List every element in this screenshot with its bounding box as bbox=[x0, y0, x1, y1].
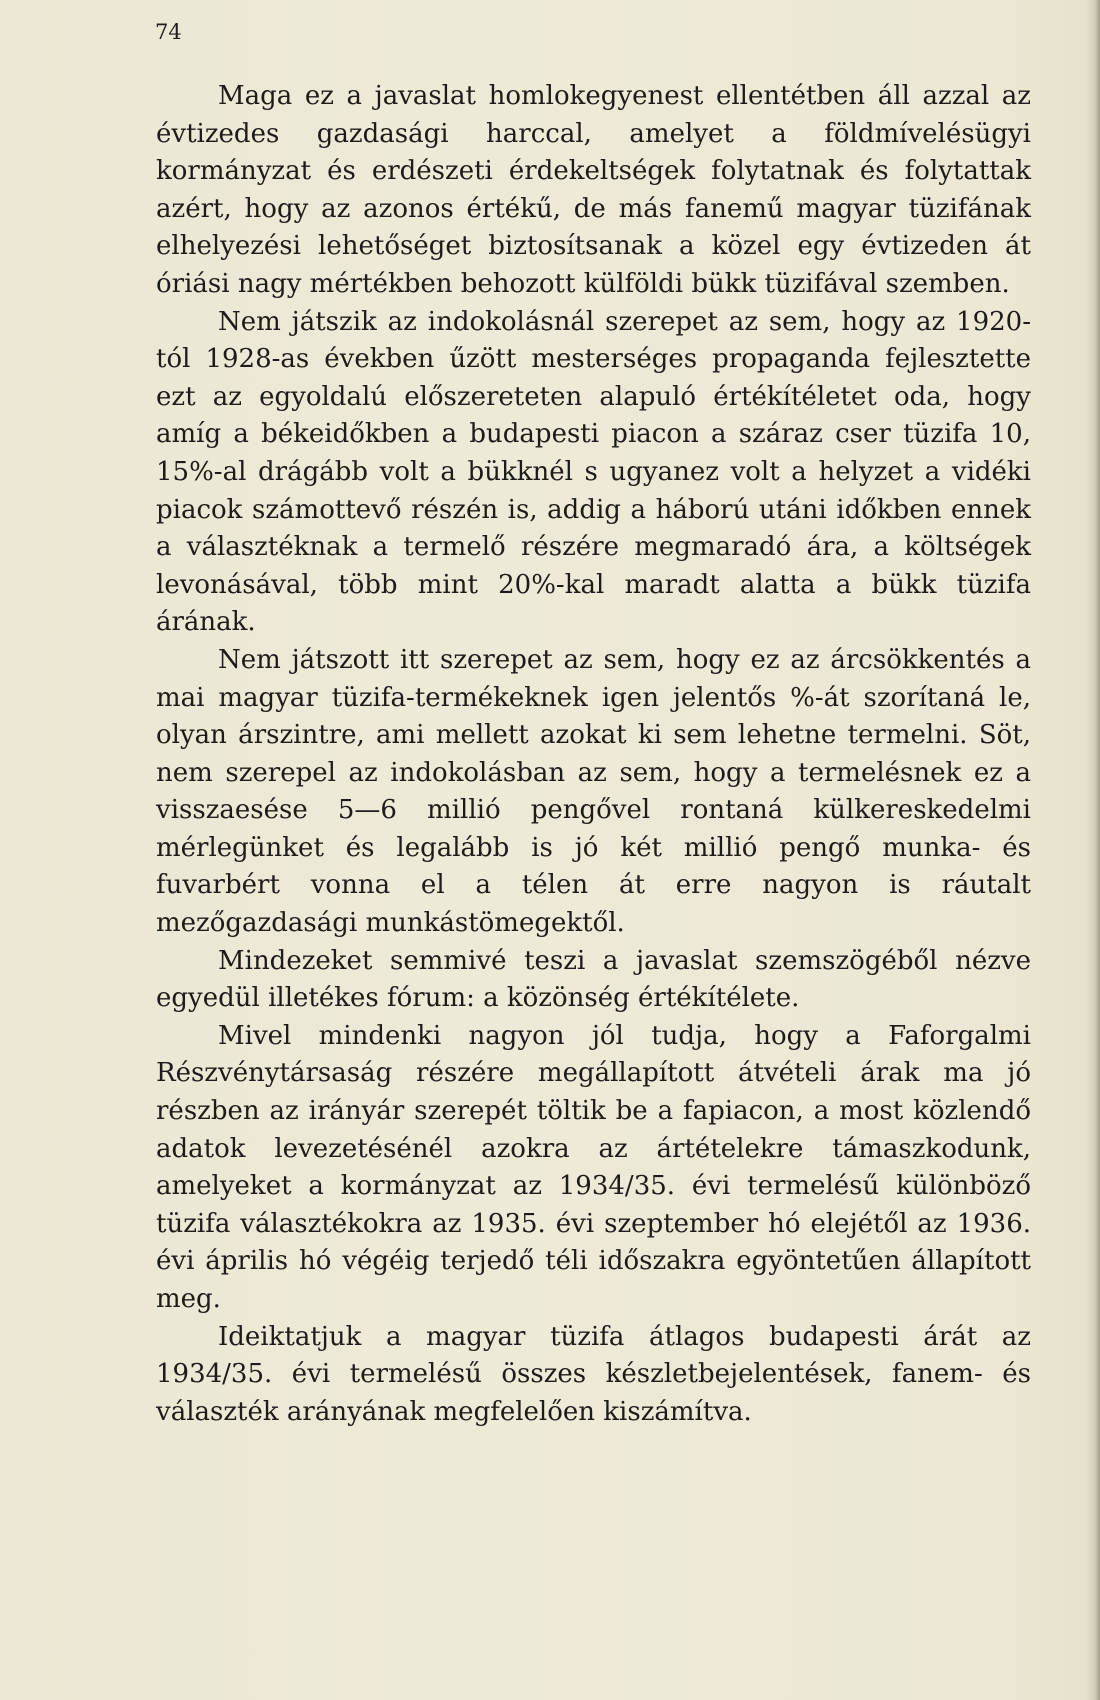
paragraph: Nem játszik az indokolásnál szerepet az sem, hogy az 1920-tól 1928-as években űzött mesterséges propaganda fejlesztette ezt az egyoldalú előszereteten alapuló értékítéletet oda, hogy amíg a békeidőkben a budapesti piacon a száraz cser tüzifa 10, 15%-al drágább volt a bükknél s ugyanez volt a helyzet a vidéki piacok számottevő részén is, addig a háború utáni időkben ennek a választéknak a termelő részére megmaradó ára, a költségek levonásával, több mint 20%-kal maradt alatta a bükk tüzifa árának. bbox=[156, 306, 1031, 638]
paragraph: Maga ez a javaslat homlokegyenest ellentétben áll azzal az évtizedes gazdasági harccal, amelyet a földmívelésügyi kormányzat és erdészeti érdekeltségek folytatnak és folytattak azért, hogy az azonos értékű, de más fanemű magyar tüzifának elhelyezési lehetőséget biztosítsanak a közel egy évtizeden át óriási nagy mértékben behozott külföldi bükk tüzifával szemben. bbox=[156, 81, 1031, 299]
body-text bbox=[156, 78, 1031, 1431]
paragraph: Ideiktatjuk a magyar tüzifa átlagos budapesti árát az 1934/35. évi termelésű összes készletbejelentések, fanem- és választék arányának megfelelően kiszámítva. bbox=[156, 1321, 1031, 1427]
page-edge-shadow bbox=[1086, 0, 1100, 1700]
paragraph: Nem játszott itt szerepet az sem, hogy ez az árcsökkentés a mai magyar tüzifa-termékeknek igen jelentős %-át szorítaná le, olyan árszintre, ami mellett azokat ki sem lehetne termelni. Söt, nem szerepel az indokolásban az sem, hogy a termelésnek ez a visszaesése 5—6 millió pengővel rontaná külkereskedelmi mérlegünket és legalább is jó két millió pengő munka- és fuvarbért vonna el a télen át erre nagyon is ráutalt mezőgazdasági munkástömegektől. bbox=[156, 644, 1031, 939]
page-number: 74 bbox=[155, 20, 182, 44]
paragraph: Mivel mindenki nagyon jól tudja, hogy a Faforgalmi Részvénytársaság részére megállapított átvételi árak ma jó részben az irányár szerepét töltik be a fapiacon, a most közlendő adatok levezetésénél azokra az ártételekre támaszkodunk, amelyeket a kormányzat az 1934/35. évi termelésű különböző tüzifa választékokra az 1935. évi szeptember hó elejétől az 1936. évi április hó végéig terjedő téli időszakra egyöntetűen állapított meg. bbox=[156, 1020, 1031, 1314]
paragraph: Mindezeket semmivé teszi a javaslat szemszögéből nézve egyedül illetékes fórum: a közönség értékítélete. bbox=[156, 945, 1031, 1014]
